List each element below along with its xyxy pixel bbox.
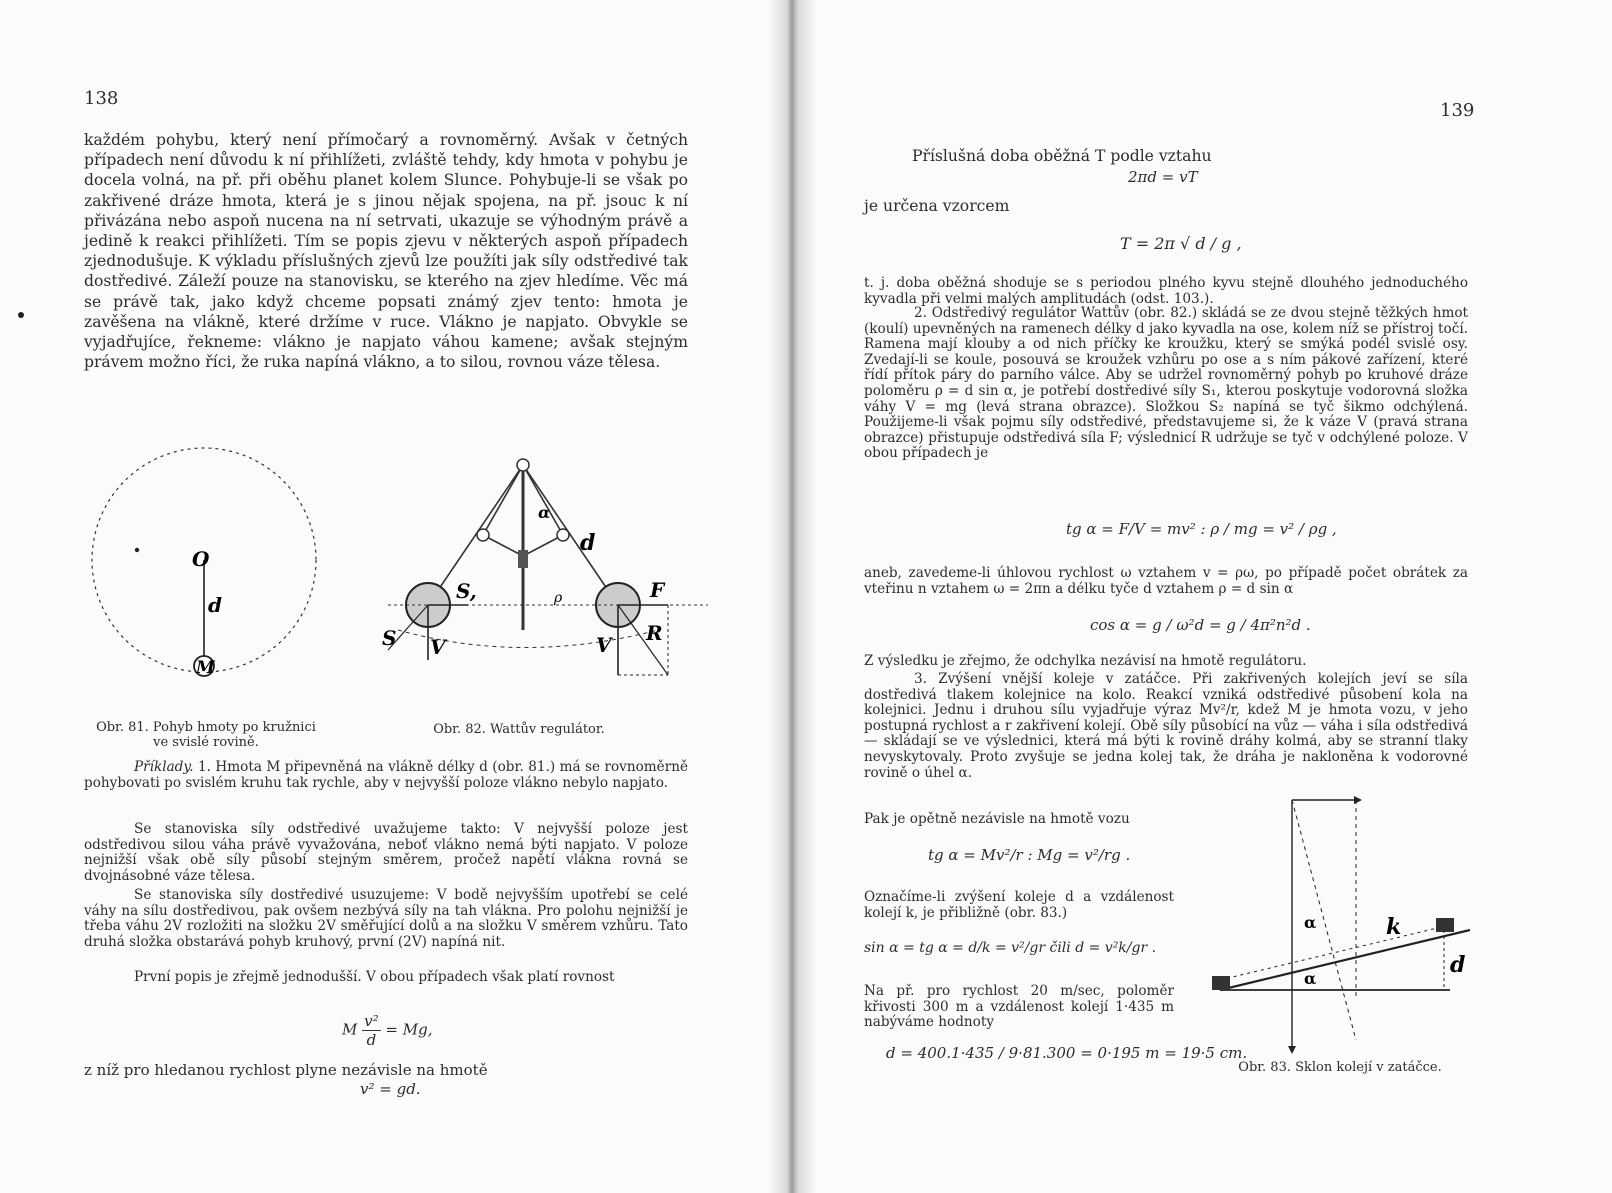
page-number: 138 [84, 88, 119, 109]
svg-text:V: V [430, 635, 446, 659]
centrifugal-paragraph: Se stanoviska síly odstředivé uvažujeme takto: V nejvyšší poloze jest odstředivou silou váha právě vyvažována, neboť vlákno nemá býti napjato. V poloze nejnižší však obě síly působí stejným směrem, pročež napětí vlákna rovná se dvojnásobné váze tělesa. [84, 821, 688, 884]
simpler-paragraph: První popis je zřejmě jednodušší. V obou případech však platí rovnost [134, 969, 615, 985]
svg-text:α: α [1304, 969, 1317, 988]
page-number: 139 [1440, 100, 1475, 121]
formula-sin-alpha: sin α = tg α = d/k = v²/gr čili d = v²k/gr . [864, 940, 1157, 956]
svg-text:S,: S, [456, 579, 477, 603]
curve-paragraph: 3. Zvýšení vnější koleje v zatáčce. Při zakřivených kolejích jeví se síla dostředivá tlakem kolejnice na kolo. Reakcí vzniká odstředivé působení kola na kolejnici. Jednu i druhou sílu vyjadřuje výraz Mv²/r, kdež M je hmota vozu, v jeho postupná rychlost a r zakřivení kolejí. Obě síly působící na vůz — váha i síla odstředivá — skládají se ve výslednici, která má býti k rovině dráhy kolmá, aby se stranní tlaky nevyskytovaly. Proto zvyšuje se jedna kolej tak, že dráha je nakloněna k vodorovné rovině o úhel α. [864, 671, 1468, 781]
figure-82 [378, 460, 708, 700]
figure-81-caption: Obr. 81. Pohyb hmoty po kružnici ve svislé rovině. [96, 720, 316, 750]
formula-tg-alpha: tg α = F/V = mv² : ρ / mg = v² / ρg , [1066, 520, 1337, 538]
denote-paragraph: Označíme-li zvýšení koleje d a vzdálenost kolejí k, je přibližně (obr. 83.) [864, 889, 1174, 921]
formula-mg: M $\frac{\text{v²}}{d}$ = Mg, [342, 1012, 433, 1049]
svg-text:V: V [596, 633, 612, 657]
period-intro: Příslušná doba oběžná T podle vztahu [912, 147, 1212, 165]
independent-paragraph: z níž pro hledanou rychlost plyne nezávisle na hmotě [84, 1061, 488, 1079]
determined-line: je určena vzorcem [864, 197, 1010, 215]
angular-paragraph: aneb, zavedeme-li úhlovou rychlost ω vztahem v = ρω, po případě počet obrátek za vteřinu n vztahem ω = 2πn a délku tyče d vztahem ρ = d sin α [864, 565, 1468, 597]
formula-period-relation: 2πd = vT [1128, 168, 1198, 186]
svg-text:d: d [1450, 952, 1466, 978]
result-paragraph: Z výsledku je zřejmo, že odchylka nezávisí na hmotě regulátoru. [864, 653, 1307, 669]
centripetal-paragraph: Se stanoviska síly dostředivé usuzujeme: V bodě nejvyšším upotřebí se celé váhy na sílu dostředivou, pak ovšem nezbývá síly na tah vlákna. Pro polohu nejnižší je třeba váhu 2V rozložiti na složku 2V směřující dolů a na složku V směrem vzhůru. Tato druhá složka obstarává pohyb kruhový, první (2V) napíná nit. [84, 887, 688, 950]
margin-dot [18, 312, 24, 318]
figure-83-caption: Obr. 83. Sklon kolejí v zatáčce. [1238, 1060, 1442, 1075]
label-O: O [192, 547, 210, 571]
formula-period: T = 2π √ d / g , [1120, 234, 1242, 253]
formula-v2gd: v² = gd. [360, 1080, 421, 1098]
watt-paragraph: 2. Odstředivý regulátor Wattův (obr. 82.) skládá se ze dvou stejně těžkých hmot (koulí) upevněných na ramenech délky d jako kyvadla na ose, kolem níž se přístroj točí. Ramena mají klouby a od nich příčky ke kroužku, který se smýká podél svislé osy. Zvedají-li se koule, posouvá se kroužek vzhůru po ose a s ním pákové zařízení, které řídí přítok páry do parního válce. Aby se udržel rovnoměrný pohyb po kruhové dráze poloměru ρ = d sin α, je potřebí dostředivé síly S₁, kterou poskytuje vodorovná složka váhy V = mg (levá strana obrazce). Složkou S₂ napíná se tyč šikmo odchýlená. Použijeme-li však pojmu síly odstředivé, představujeme si, že k váze V (pravá strana obrazce) přistupuje odstředivá síla F; výslednicí R udržuje se tyč v odchýlené poloze. V obou případech je [864, 305, 1468, 462]
svg-text:ρ: ρ [554, 590, 563, 606]
svg-text:F: F [650, 578, 665, 602]
svg-text:k: k [1386, 914, 1402, 940]
svg-text:S: S [382, 626, 397, 650]
right-page [800, 0, 1612, 1193]
left-page [0, 0, 780, 1193]
svg-text:α: α [1304, 913, 1317, 932]
figure-83 [1200, 800, 1490, 1060]
svg-text:d: d [580, 530, 596, 556]
then-paragraph: Pak je opětně nezávisle na hmotě vozu [864, 811, 1130, 827]
figure-81 [80, 440, 340, 690]
svg-text:R: R [646, 621, 663, 645]
example-values-paragraph: Na př. pro rychlost 20 m/sec, poloměr křivosti 300 m a vzdálenost kolejí 1·435 m nabýváme hodnoty [864, 983, 1174, 1031]
svg-text:α: α [538, 503, 551, 522]
figure-82-caption: Obr. 82. Wattův regulátor. [433, 722, 605, 737]
formula-tg-alpha-2: tg α = Mv²/r : Mg = v²/rg . [928, 846, 1131, 864]
example-heading: Příklady. [134, 759, 194, 775]
label-d: d [208, 593, 222, 617]
period-paragraph: t. j. doba oběžná shoduje se s periodou plného kyvu stejně dlouhého jednoduchého kyvadla při velmi malých amplitudách (odst. 103.). [864, 275, 1468, 307]
formula-d-value: d = 400.1·435 / 9·81.300 = 0·195 m = 19·5 cm. [886, 1044, 1248, 1062]
body-paragraph: každém pohybu, který není přímočarý a rovnoměrný. Avšak v četných případech není důvodu k ní přihlížeti, zvláště tehdy, kdy hmota v pohybu je docela volná, na př. při oběhu planet kolem Slunce. Pohybuje-li se však po zakřivené dráze hmota, která je s jinou nějak spojena, na př. jsouc k ní přivázána nebo aspoň nucena na ní setrvati, ukazuje se výhodným právě a jedině k reakci přihlížeti. Tím se popis zjevu v některých aspoň případech zjednodušuje. K výkladu příslušných zjevů lze použíti jak síly odstředivé tak dostředivé. Záleží pouze na stanovisku, se kterého na zjev hledíme. Věc má se právě tak, jako když chceme popsati známý zjev tento: hmota je zavěšena na vlákně, které držíme v ruce. Vlákno je napjato. Obvykle se vyjadřujíce, řekneme: vlákno je napjato váhou kamene; avšak stejným právem možno říci, že ruka napíná vlákno, a to silou, rovnou váze tělesa. [84, 131, 688, 372]
label-M: M [196, 658, 215, 678]
example-paragraph: Příklady. 1. Hmota M připevněná na vlákně délky d (obr. 81.) má se rovnoměrně pohybovati po svislém kruhu tak rychle, aby v nejvyšší poloze vlákno nebylo napjato. [84, 759, 688, 791]
formula-cos-alpha: cos α = g / ω²d = g / 4π²n²d . [1090, 616, 1311, 634]
